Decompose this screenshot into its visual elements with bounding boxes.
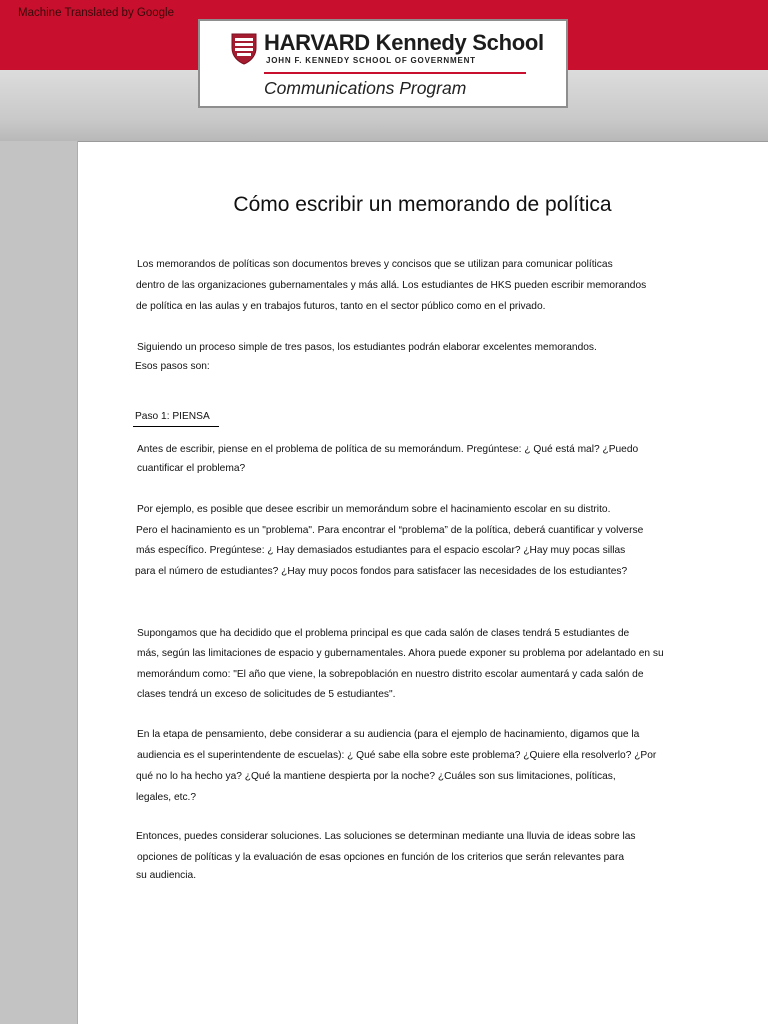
paragraph-line: más específico. Pregúntese: ¿ Hay demasiados estudiantes para el espacio escolar? ¿Hay muy pocas sillas [136,545,626,556]
paragraph-line: cuantificar el problema? [137,463,246,474]
logo-divider [264,72,526,74]
paragraph-line: Siguiendo un proceso simple de tres pasos, los estudiantes podrán elaborar excelentes memorandos. [137,342,597,353]
paragraph-line: más, según las limitaciones de espacio y gubernamentales. Ahora puede exponer su problema por adelantado en su [137,648,664,659]
harvard-shield-icon [231,33,257,65]
paragraph-line: opciones de políticas y la evaluación de esas opciones en función de los criterios que serán relevantes para [137,852,625,863]
left-margin-bar [0,141,78,1024]
paragraph-line: de política en las aulas y en trabajos futuros, tanto en el sector público como en el privado. [136,301,546,312]
paragraph-line: su audiencia. [136,870,197,881]
logo-title: HARVARD Kennedy School [264,30,544,55]
machine-translated-label: Machine Translated by Google [18,7,174,19]
paragraph-line: Supongamos que ha decidido que el problema principal es que cada salón de clases tendrá 5 estudiantes de [137,628,630,639]
step-1-underline [133,426,219,427]
paragraph-line: clases tendrá un exceso de solicitudes de 5 estudiantes". [137,689,396,700]
paragraph-line: Los memorandos de políticas son documentos breves y concisos que se utilizan para comunicar políticas [137,259,613,270]
hks-logo [198,19,568,108]
paragraph-line: dentro de las organizaciones gubernamentales y más allá. Los estudiantes de HKS pueden escribir memorandos [136,280,647,291]
paragraph-line: legales, etc.? [136,792,197,803]
paragraph-line: Pero el hacinamiento es un "problema". Para encontrar el “problema” de la política, deberá cuantificar y volverse [136,525,644,536]
paragraph-line: audiencia es el superintendente de escuelas): ¿ Qué sabe ella sobre este problema? ¿Quiere ella resolverlo? ¿Por [137,750,657,761]
paragraph-line: para el número de estudiantes? ¿Hay muy pocos fondos para satisfacer las necesidades de los estudiantes? [135,566,628,577]
logo-subtitle: JOHN F. KENNEDY SCHOOL OF GOVERNMENT [266,56,476,65]
paragraph-line: qué no lo ha hecho ya? ¿Qué la mantiene despierta por la noche? ¿Cuáles son sus limitaciones, políticas, [136,771,616,782]
step-1-heading: Paso 1: PIENSA [135,411,210,422]
paragraph-line: Esos pasos son: [135,361,210,372]
paragraph-line: Por ejemplo, es posible que desee escribir un memorándum sobre el hacinamiento escolar en su distrito. [137,504,611,515]
paragraph-line: memorándum como: "El año que viene, la sobrepoblación en nuestro distrito escolar aumentará y cada salón de [137,669,644,680]
paragraph-line: En la etapa de pensamiento, debe considerar a su audiencia (para el ejemplo de hacinamiento, digamos que la [137,729,640,740]
document-title: Cómo escribir un memorando de política [233,193,612,216]
paragraph-line: Entonces, puedes considerar soluciones. Las soluciones se determinan mediante una lluvia de ideas sobre las [136,831,636,842]
paragraph-line: Antes de escribir, piense en el problema de política de su memorándum. Pregúntese: ¿ Qué está mal? ¿Puedo [137,444,639,455]
logo-program: Communications Program [264,78,467,98]
